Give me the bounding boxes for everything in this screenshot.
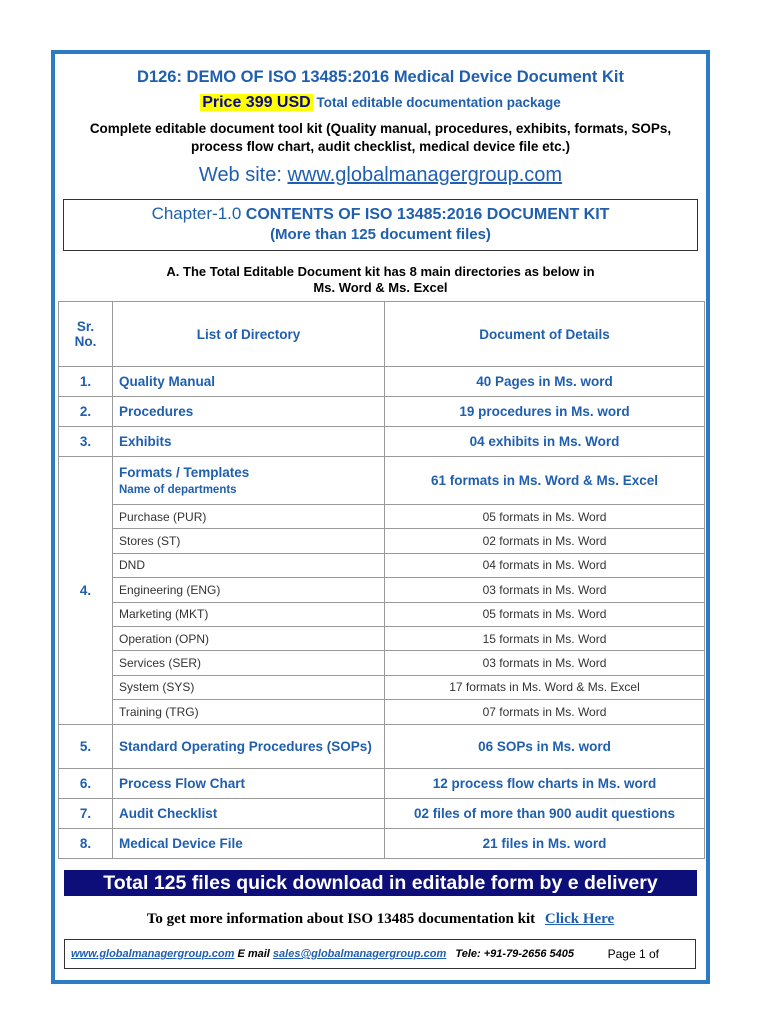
row-detail: 06 SOPs in Ms. word [385,724,705,768]
department-row [59,529,705,553]
department-detail: 05 formats in Ms. Word [385,505,705,529]
row-detail: 19 procedures in Ms. word [385,397,705,427]
departments-label: Name of departments [119,484,237,496]
more-info-text: To get more information about ISO 13485 documentation kit [146,911,536,927]
row-sr: 2. [59,397,113,427]
department-name: System (SYS) [113,675,385,699]
document-frame [51,50,710,984]
footer-website-link[interactable]: www.globalmanagergroup.com [71,948,235,960]
department-name: DND [113,553,385,577]
footer-bar [64,939,696,969]
department-row [59,505,705,529]
website-label: Web site: [198,164,282,186]
website-link[interactable]: www.globalmanagergroup.com [287,164,563,186]
department-name: Purchase (PUR) [113,505,385,529]
row-sr: 8. [59,828,113,858]
department-detail: 07 formats in Ms. Word [385,700,705,724]
row-detail: 12 process flow charts in Ms. word [385,768,705,798]
formats-name-cell [113,457,385,505]
intro-line-2: Ms. Word & Ms. Excel [313,280,448,295]
row-sr: 6. [59,768,113,798]
department-detail: 15 formats in Ms. Word [385,626,705,650]
department-name: Services (SER) [113,651,385,675]
department-name: Operation (OPN) [113,626,385,650]
row-name: Procedures [113,397,385,427]
formats-detail: 61 formats in Ms. Word & Ms. Excel [385,457,705,505]
page-number: Page 1 of [607,947,659,961]
table-row [59,427,705,457]
formats-name: Formats / Templates [119,465,250,480]
table-header-row [59,302,705,367]
row-sr: 7. [59,798,113,828]
delivery-banner: Total 125 files quick download in editable form by e delivery [64,870,697,896]
department-name: Engineering (ENG) [113,578,385,602]
chapter-prefix: Chapter-1.0 [151,204,242,223]
row-name: Audit Checklist [113,798,385,828]
table-row [59,367,705,397]
doc-title: D126: DEMO OF ISO 13485:2016 Medical Device Document Kit [137,68,624,86]
table-row [59,798,705,828]
header-details: Document of Details [385,302,705,367]
table-row [59,828,705,858]
department-detail: 03 formats in Ms. Word [385,651,705,675]
header-list: List of Directory [113,302,385,367]
row-name: Quality Manual [113,367,385,397]
click-here-link[interactable]: Click Here [544,911,615,927]
table-row [59,768,705,798]
directory-table [58,301,705,859]
department-row [59,553,705,577]
row-detail: 02 files of more than 900 audit questions [385,798,705,828]
department-row [59,626,705,650]
chapter-title: CONTENTS OF ISO 13485:2016 DOCUMENT KIT [245,206,610,223]
department-row [59,602,705,626]
footer-tel: Tele: +91-79-2656 5405 [455,948,574,960]
website-line [55,164,706,187]
department-detail: 04 formats in Ms. Word [385,553,705,577]
department-detail: 03 formats in Ms. Word [385,578,705,602]
table-row-formats [59,457,705,505]
price-line [55,94,706,112]
footer-email-label: E mail [237,948,270,960]
department-name: Marketing (MKT) [113,602,385,626]
row-sr: 1. [59,367,113,397]
more-info-line [55,911,706,928]
price-note: Total editable documentation package [316,95,561,110]
footer-email-link[interactable]: sales@globalmanagergroup.com [272,948,447,960]
header-sr: Sr. No. [59,302,113,367]
department-detail: 05 formats in Ms. Word [385,602,705,626]
chapter-box [63,199,698,251]
table-row [59,397,705,427]
department-row [59,700,705,724]
department-name: Stores (ST) [113,529,385,553]
row-sr: 4. [59,457,113,725]
row-name: Exhibits [113,427,385,457]
intro-line-1: A. The Total Editable Document kit has 8 main directories as below in [166,264,595,279]
intro-text [55,264,706,296]
department-row [59,675,705,699]
row-name: Medical Device File [113,828,385,858]
row-detail: 21 files in Ms. word [385,828,705,858]
department-detail: 02 formats in Ms. Word [385,529,705,553]
row-name: Standard Operating Procedures (SOPs) [113,724,385,768]
row-sr: 3. [59,427,113,457]
department-detail: 17 formats in Ms. Word & Ms. Excel [385,675,705,699]
row-detail: 40 Pages in Ms. word [385,367,705,397]
price-badge: Price 399 USD [202,94,311,111]
kit-description: Complete editable document tool kit (Quality manual, procedures, exhibits, formats, SOPs, process flow chart, audit checklist, medical device file etc.) [89,121,672,154]
row-name: Process Flow Chart [113,768,385,798]
department-name: Training (TRG) [113,700,385,724]
department-row [59,651,705,675]
chapter-subtitle: (More than 125 document files) [270,226,491,243]
row-sr: 5. [59,724,113,768]
row-detail: 04 exhibits in Ms. Word [385,427,705,457]
department-row [59,578,705,602]
table-row [59,724,705,768]
